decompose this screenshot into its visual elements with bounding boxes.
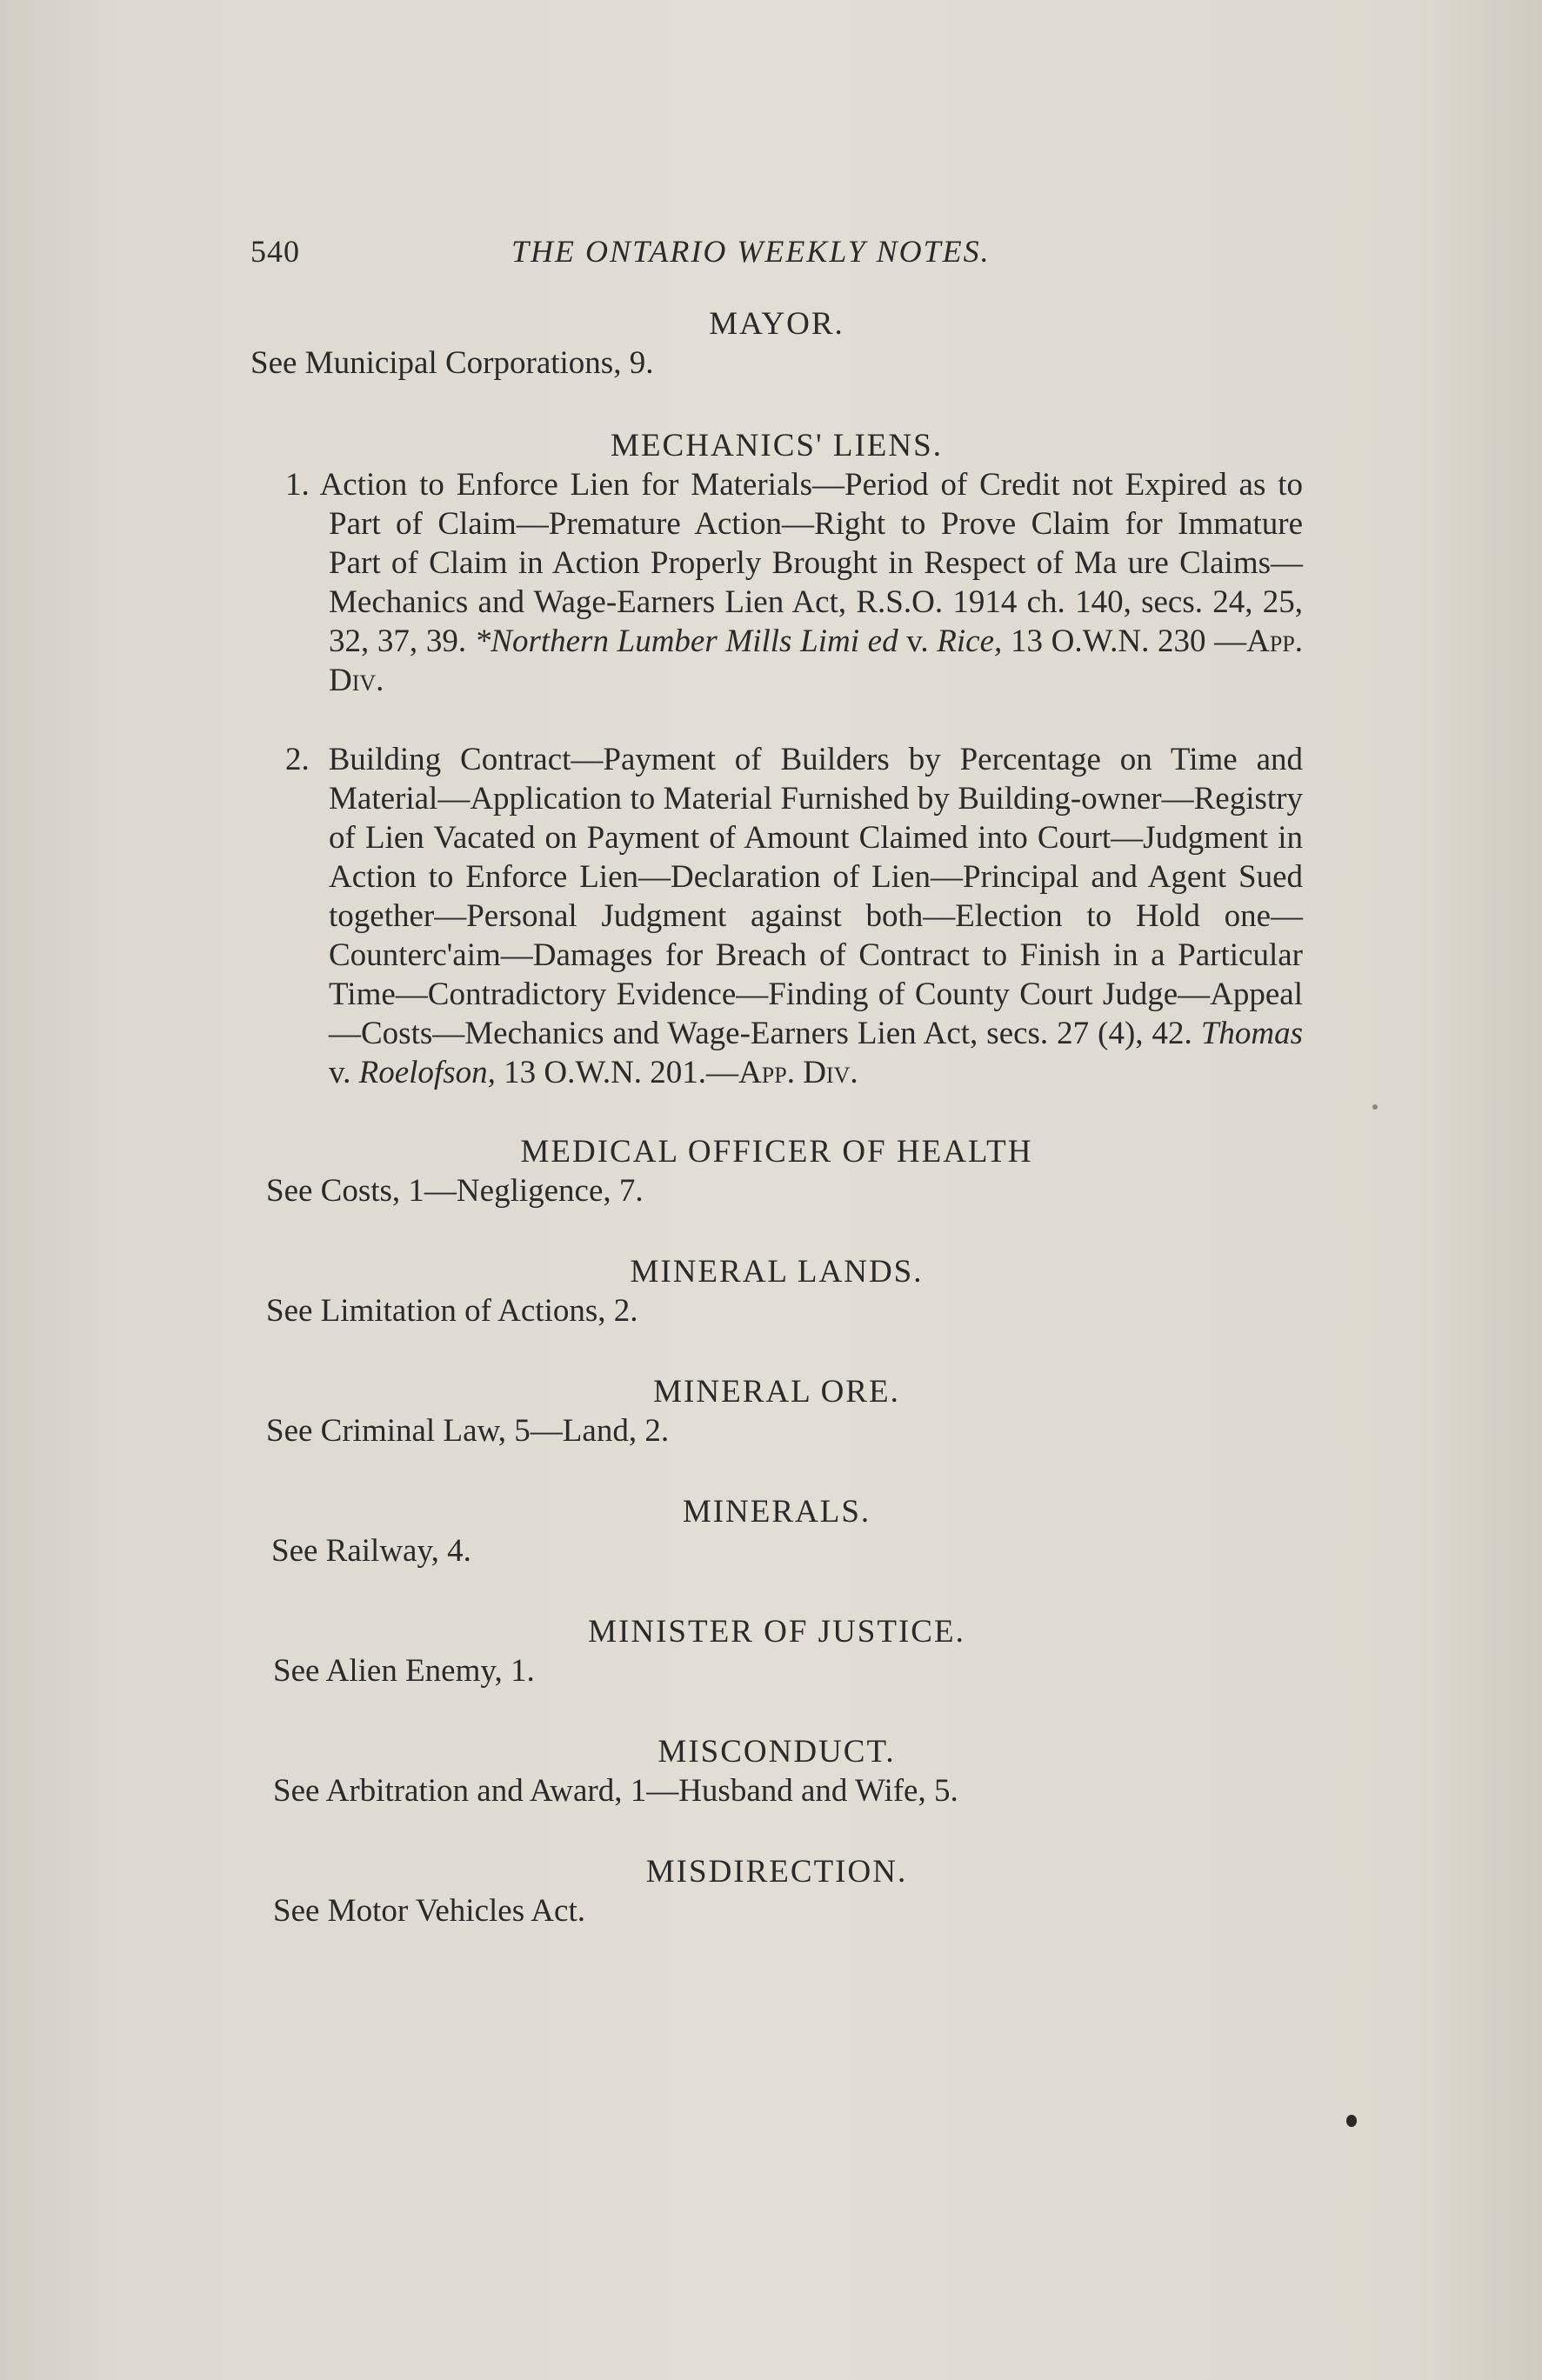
court: App. Div. (738, 1055, 858, 1090)
cross-reference: See Railway, 4. (271, 1533, 471, 1569)
section-minister-of-justice (250, 1612, 1303, 1690)
cross-reference: See Criminal Law, 5—Land, 2. (266, 1413, 670, 1449)
case-party: Roelofson, (358, 1055, 496, 1090)
section-heading: MINISTER OF JUSTICE. (588, 1614, 965, 1650)
section-misdirection (250, 1852, 1303, 1930)
entry-number: 2. (285, 742, 310, 777)
case-name: Thomas (1200, 1016, 1304, 1051)
cross-reference: See Alien Enemy, 1. (273, 1653, 535, 1689)
index-content (250, 304, 1303, 1972)
cross-reference: See Limitation of Actions, 2. (266, 1293, 638, 1329)
entry-number: 1. (285, 467, 310, 503)
section-heading: MISDIRECTION. (645, 1854, 908, 1890)
entry-text: Building Contract—Payment of Builders by Percentage on Time and Material—Application to Material Furnished by Building-owner—Registry of Lien Vacated on Payment of Amount Claimed into Court—Judgment in Action to Enforce Lien—Declaration of Lien—Principal and Agent Sued together—Personal Judgment against both—Election to Hold one—Counterc'aim—Damages for Breach of Contract to Finish in a Particular Time—Contradictory Evidence—Finding of County Court Judge—Appeal—Costs—Mechanics and Wage-Earners Lien Act, secs. 27 (4), 42. (328, 742, 1304, 1051)
cross-reference: See Motor Vehicles Act. (273, 1893, 585, 1929)
versus: v. (329, 1055, 351, 1090)
section-medical-officer (250, 1132, 1303, 1210)
cross-reference: See Arbitration and Award, 1—Husband and Wife, 5. (273, 1773, 958, 1809)
ink-spot (1346, 2115, 1357, 2127)
entry-text: Action to Enforce Lien for Materials—Period of Credit not Expired as to Part of Claim—Premature Action—Right to Prove Claim for Immature Part of Claim in Action Properly Brought in Respect of Ma ure Claims—Mechanics and Wage-Earners Lien Act, R.S.O. 1914 ch. 140, secs. 24, 25, 32, 37, 39. (319, 467, 1303, 659)
ink-spot (1372, 1104, 1378, 1110)
court: App. Div. (329, 623, 1304, 698)
running-title: THE ONTARIO WEEKLY NOTES. (511, 234, 991, 269)
section-minerals (250, 1492, 1303, 1570)
section-heading: MEDICAL OFFICER OF HEALTH (520, 1134, 1033, 1170)
case-name: *Northern Lumber Mills Limi ed (474, 623, 898, 659)
section-heading: MINERAL LANDS. (630, 1254, 924, 1290)
section-misconduct (250, 1732, 1303, 1810)
cross-reference: See Costs, 1—Negligence, 7. (266, 1173, 644, 1209)
case-party: Rice, (937, 623, 1003, 659)
section-heading: MISCONDUCT. (658, 1734, 896, 1770)
section-heading: MINERALS. (682, 1494, 871, 1530)
section-heading: MAYOR. (709, 306, 844, 342)
page-number: 540 (250, 234, 300, 269)
versus: v. (906, 623, 929, 659)
index-entry (250, 465, 1303, 700)
section-mayor (250, 304, 1303, 383)
section-mineral-ore (250, 1372, 1303, 1450)
index-entry (250, 740, 1303, 1092)
section-mechanics-liens (250, 426, 1303, 1092)
citation: 13 O.W.N. 230 — (1010, 623, 1247, 659)
section-heading: MINERAL ORE. (653, 1374, 900, 1410)
section-heading: MECHANICS' LIENS. (611, 428, 943, 463)
citation: 13 O.W.N. 201.— (504, 1055, 739, 1090)
section-mineral-lands (250, 1252, 1303, 1330)
cross-reference: See Municipal Corporations, 9. (250, 345, 654, 381)
